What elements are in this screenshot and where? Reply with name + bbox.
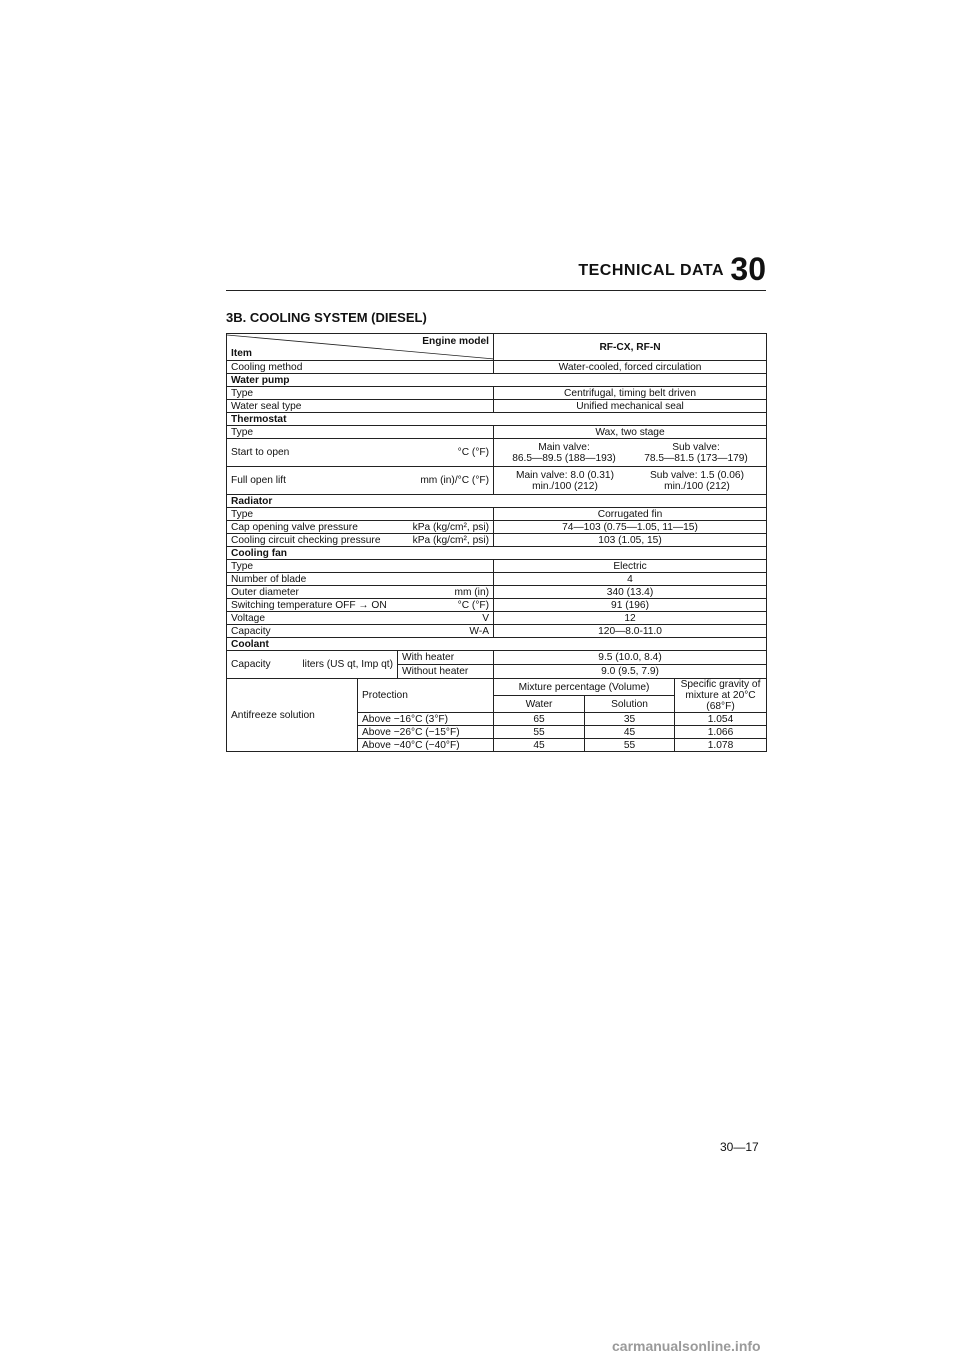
row-value: 91 (196) — [494, 599, 767, 612]
row-value: Centrifugal, timing belt driven — [494, 387, 767, 400]
row-value: 4 — [494, 573, 767, 586]
antifreeze-header-row — [227, 679, 767, 696]
row-value: Unified mechanical seal — [494, 400, 767, 413]
with-heater-value: 9.5 (10.0, 8.4) — [494, 651, 767, 665]
water-value: 55 — [494, 726, 585, 739]
row-label-cell — [227, 586, 494, 599]
row-value: Corrugated fin — [494, 508, 767, 521]
table-row — [227, 599, 767, 612]
row-unit: kPa (kg/cm², psi) — [412, 521, 490, 533]
without-heater-value: 9.0 (9.5, 7.9) — [494, 665, 767, 679]
row-value: Wax, two stage — [494, 426, 767, 439]
row-label: Number of blade — [227, 573, 494, 586]
table-row — [227, 560, 767, 573]
row-unit: °C (°F) — [457, 599, 490, 611]
solution-value: 35 — [585, 713, 675, 726]
row-unit: mm (in)/°C (°F) — [420, 475, 490, 486]
row-label-cell — [227, 534, 494, 547]
row-value: 103 (1.05, 15) — [494, 534, 767, 547]
row-value: 120—8.0-11.0 — [494, 625, 767, 638]
row-label: Water seal type — [227, 400, 494, 413]
gravity-label: Specific gravity of — [680, 679, 761, 690]
sub-valve-value: Sub valve: 1.5 (0.06) min./100 (212) — [649, 469, 744, 492]
table-section-row — [227, 374, 767, 387]
table-row — [227, 612, 767, 625]
row-label-cell — [227, 625, 494, 638]
row-unit: W-A — [469, 625, 490, 637]
table-row — [227, 586, 767, 599]
section-title: 3B. COOLING SYSTEM (DIESEL) — [226, 310, 427, 325]
gravity-label: mixture at 20°C — [685, 690, 756, 701]
row-label: Cooling circuit checking pressure — [231, 534, 381, 546]
main-valve-value: Main valve: 8.0 (0.31) min./100 (212) — [516, 469, 614, 492]
row-label: Outer diameter — [231, 586, 299, 598]
row-value: 74—103 (0.75—1.05, 11—15) — [494, 521, 767, 534]
row-value: Water-cooled, forced circulation — [494, 361, 767, 374]
row-label-cell — [227, 439, 494, 467]
table-row — [227, 534, 767, 547]
page-header — [226, 252, 766, 291]
protection-label: Protection — [358, 679, 494, 713]
row-value: Electric — [494, 560, 767, 573]
row-label: Type — [227, 560, 494, 573]
table-row — [227, 387, 767, 400]
protection-value: Above −40°C (−40°F) — [358, 739, 494, 752]
gravity-label: (68°F) — [706, 701, 735, 712]
table-row — [227, 521, 767, 534]
row-label: Cap opening valve pressure — [231, 521, 358, 533]
antifreeze-label: Antifreeze solution — [227, 679, 358, 752]
row-value: 12 — [494, 612, 767, 625]
table-header-row — [227, 334, 767, 361]
row-label: Switching temperature OFF → ON — [231, 599, 387, 611]
main-valve-value: Main valve: 86.5—89.5 (188—193) — [512, 441, 616, 464]
solution-value: 55 — [585, 739, 675, 752]
table-row — [227, 439, 767, 467]
row-label-cell — [227, 467, 494, 495]
row-unit: liters (US qt, Imp qt) — [302, 659, 393, 670]
row-label: Type — [227, 426, 494, 439]
gravity-label-cell — [675, 679, 767, 713]
row-value-cell — [494, 467, 767, 495]
table-row — [227, 361, 767, 374]
section-heading: Thermostat — [227, 413, 767, 426]
row-unit: kPa (kg/cm², psi) — [412, 534, 490, 546]
row-label: Voltage — [231, 612, 265, 624]
header-diagonal-cell — [227, 334, 494, 361]
with-heater-label: With heater — [398, 651, 494, 665]
protection-value: Above −26°C (−15°F) — [358, 726, 494, 739]
row-label: Capacity — [231, 659, 271, 670]
table-row — [227, 467, 767, 495]
section-heading: Coolant — [227, 638, 767, 651]
row-label: Type — [227, 387, 494, 400]
row-label: Capacity — [231, 625, 271, 637]
page-number: 30—17 — [720, 1140, 759, 1154]
protection-value: Above −16°C (3°F) — [358, 713, 494, 726]
gravity-value: 1.066 — [675, 726, 767, 739]
capacity-label-cell — [227, 651, 398, 679]
gravity-value: 1.054 — [675, 713, 767, 726]
table-row — [227, 651, 767, 665]
row-label: Cooling method — [227, 361, 494, 374]
row-value-cell — [494, 439, 767, 467]
row-label: Full open lift — [231, 475, 286, 486]
section-heading: Cooling fan — [227, 547, 767, 560]
header-chapter-number: 30 — [730, 251, 766, 287]
section-heading: Water pump — [227, 374, 767, 387]
row-unit: mm (in) — [454, 586, 490, 598]
spec-table — [226, 333, 767, 752]
table-row — [227, 573, 767, 586]
watermark-link[interactable]: carmanualsonline.info — [612, 1338, 761, 1354]
table-row — [227, 426, 767, 439]
row-label-cell — [227, 612, 494, 625]
table-section-row — [227, 413, 767, 426]
row-unit: °C (°F) — [457, 447, 490, 458]
row-label-cell — [227, 521, 494, 534]
table-section-row — [227, 638, 767, 651]
table-section-row — [227, 547, 767, 560]
sub-valve-value: Sub valve: 78.5—81.5 (173—179) — [644, 441, 748, 464]
water-label: Water — [494, 696, 585, 713]
row-label: Start to open — [231, 447, 290, 458]
table-row — [227, 625, 767, 638]
engine-model-label: Engine model — [422, 336, 490, 347]
section-heading: Radiator — [227, 495, 767, 508]
item-label: Item — [231, 348, 252, 359]
solution-value: 45 — [585, 726, 675, 739]
header-title: TECHNICAL DATA — [578, 262, 724, 279]
table-row — [227, 508, 767, 521]
engine-model-value: RF-CX, RF-N — [494, 334, 767, 361]
table-row — [227, 400, 767, 413]
row-label: Type — [227, 508, 494, 521]
without-heater-label: Without heater — [398, 665, 494, 679]
row-label-cell — [227, 599, 494, 612]
water-value: 45 — [494, 739, 585, 752]
solution-label: Solution — [585, 696, 675, 713]
row-unit: V — [482, 612, 490, 624]
row-value: 340 (13.4) — [494, 586, 767, 599]
water-value: 65 — [494, 713, 585, 726]
gravity-value: 1.078 — [675, 739, 767, 752]
mixture-label: Mixture percentage (Volume) — [494, 679, 675, 696]
table-section-row — [227, 495, 767, 508]
